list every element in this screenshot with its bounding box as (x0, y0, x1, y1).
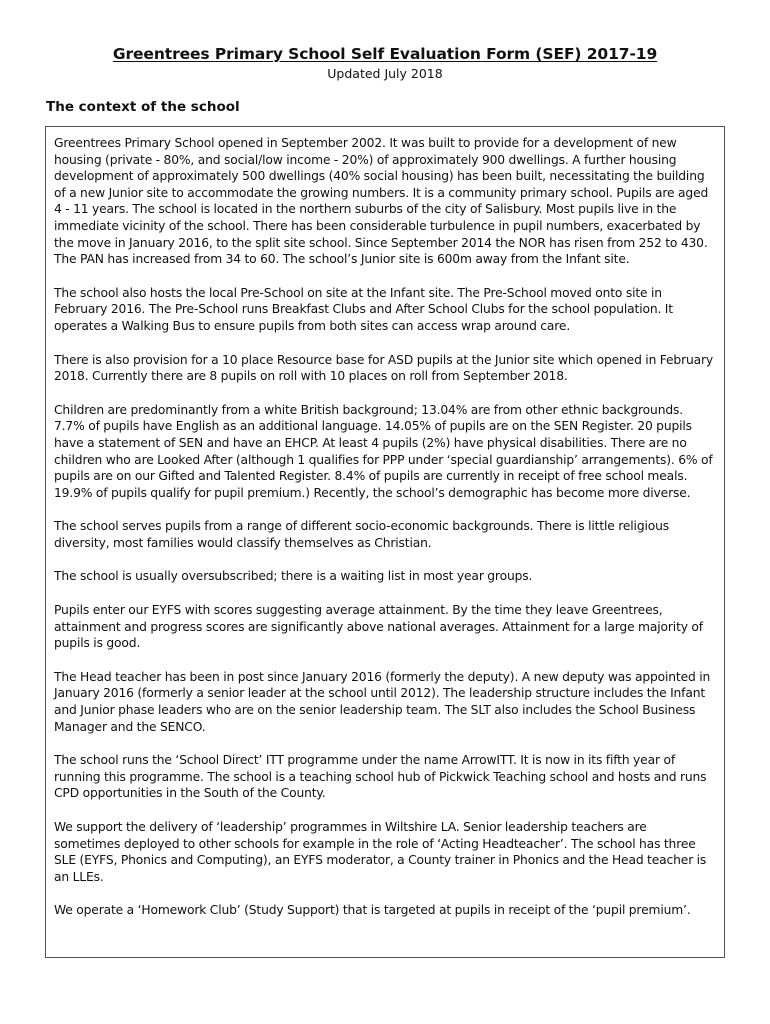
paragraph-leadership-programmes: We support the delivery of ‘leadership’ programmes in Wiltshire LA. Senior leadership teachers are sometimes deployed to other schools for example in the role of ‘Acting Headteacher’. The school has three SLE (EYFS, Phonics and Computing), an EYFS moderator, a County trainer in Phonics and the Head teacher is an LLEs. (54, 820, 707, 884)
document-title: Greentrees Primary School Self Evaluation Form (SEF) 2017-19 (112, 45, 658, 63)
paragraph-opening: Greentrees Primary School opened in September 2002. It was built to provide for a development of new housing (private - 80%, and social/low income - 20%) of approximately 900 dwellings. A further housing development of approximately 500 dwellings (40% social housing) has been built, necessitating the building of a new Junior site to accommodate the growing numbers. It is a community primary school. Pupils are aged 4 - 11 years. The school is located in the northern suburbs of the city of Salisbury. Most pupils live in the immediate vicinity of the school. There has been considerable turbulence in pupil numbers, exacerbated by the move in January 2016, to the split site school. Since September 2014 the NOR has risen from 252 to 430. The PAN has increased from 34 to 60. The school’s Junior site is 600m away from the Infant site. (54, 136, 709, 267)
paragraph-pre-school: The school also hosts the local Pre-School on site at the Infant site. The Pre-School moved onto site in February 2016. The Pre-School runs Breakfast Clubs and After School Clubs for the school population. It operates a Walking Bus to ensure pupils from both sites can access wrap around care. (54, 285, 673, 333)
paragraph-demographics: Children are predominantly from a white British background; 13.04% are from other ethnic backgrounds. 7.7% of pupils have English as an additional language. 14.05% of pupils are on the SEN Register. 20 pupils have a statement of SEN and have an EHCP. At least 4 pupils (2%) have physical disabilities. There are no children who are Looked After (although 1 qualifies for PPP under ‘special guardianship’ arrangements). 6% of pupils are on our Gifted and Talented Register. 8.4% of pupils are currently in receipt of free school meals. 19.9% of pupils qualify for pupil premium.) Recently, the school’s demographic has become more diverse. (54, 402, 713, 500)
paragraph-resource-base: There is also provision for a 10 place Resource base for ASD pupils at the Junior site which opened in February 2018. Currently there are 8 pupils on roll with 10 places on roll from September 2018. (54, 352, 714, 384)
paragraph-attainment: Pupils enter our EYFS with scores suggesting average attainment. By the time they leave Greentrees, attainment and progress scores are significantly above national averages. Attainment for a large majority of pupils is good. (54, 603, 703, 651)
paragraph-leadership: The Head teacher has been in post since January 2016 (formerly the deputy). A new deputy was appointed in January 2016 (formerly a senior leader at the school until 2012). The leadership structure includes the Infant and Junior phase leaders who are on the senior leadership team. The SLT also includes the School Business Manager and the SENCO. (54, 669, 711, 734)
paragraph-homework-club: We operate a ‘Homework Club’ (Study Support) that is targeted at pupils in receipt of the ‘pupil premium’. (54, 903, 691, 918)
paragraph-socio-economic: The school serves pupils from a range of different socio-economic backgrounds. There is little religious diversity, most families would classify themselves as Christian. (54, 519, 670, 550)
section-heading: The context of the school (46, 99, 240, 115)
document-subtitle: Updated July 2018 (327, 66, 443, 81)
context-box (45, 126, 725, 958)
paragraph-school-direct: The school runs the ‘School Direct’ ITT programme under the name ArrowITT. It is now in its fifth year of running this programme. The school is a teaching school hub of Pickwick Teaching school and hosts and runs CPD opportunities in the South of the County. (54, 753, 707, 801)
paragraph-oversubscribed: The school is usually oversubscribed; there is a waiting list in most year groups. (54, 569, 533, 584)
